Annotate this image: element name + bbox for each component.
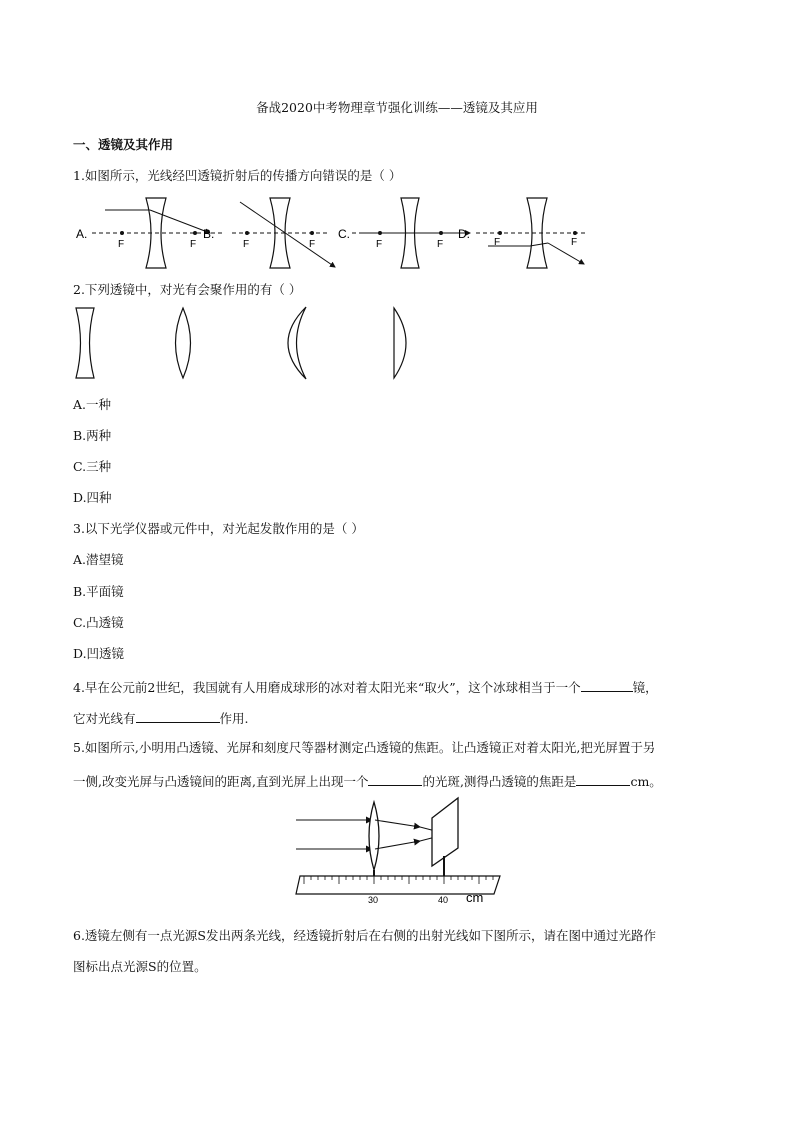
concave-lens	[527, 198, 547, 268]
focus-label: F	[437, 239, 444, 250]
q4-blank-1[interactable]	[581, 680, 633, 692]
q4-blank-2[interactable]	[136, 711, 220, 723]
focus-label: F	[494, 237, 501, 248]
q5-text-c: cm。	[630, 774, 662, 789]
option-a-diagram	[76, 198, 222, 268]
q4-text-d: 作用.	[219, 711, 249, 726]
convex-lens	[369, 802, 379, 870]
q3-option-b: B.平面镜	[73, 584, 124, 599]
q4-text-b: 镜，	[632, 680, 658, 695]
option-d-diagram	[476, 198, 588, 268]
ruler-label-40: 40	[438, 895, 449, 905]
option-c-label: C.	[338, 227, 350, 241]
concave-lens	[270, 198, 290, 268]
meniscus-lens	[288, 307, 306, 379]
question-2-text: 2.下列透镜中，对光有会聚作用的有（ ）	[73, 282, 302, 297]
q3-option-c: C.凸透镜	[73, 615, 124, 630]
option-a-label: A.	[76, 227, 88, 241]
question-3-text: 3.以下光学仪器或元件中，对光起发散作用的是（ ）	[73, 521, 364, 536]
question-4-line-2	[73, 711, 249, 726]
question-4-line-1	[73, 680, 658, 695]
q2-option-b: B.两种	[73, 428, 112, 443]
focus-label: F	[243, 239, 250, 250]
q5-text-a: 一侧,改变光屏与凸透镜间的距离,直到光屏上出现一个	[73, 774, 369, 789]
q2-option-c: C.三种	[73, 459, 112, 474]
section-heading: 一、透镜及其作用	[73, 137, 174, 152]
q3-option-a: A.潜望镜	[73, 552, 124, 567]
biconvex-lens	[176, 308, 191, 378]
q5-text-b: 的光斑,测得凸透镜的焦距是	[422, 774, 577, 789]
question-5-figure	[0, 798, 794, 913]
q4-text-a: 4.早在公元前2世纪，我国就有人用磨成球形的冰对着太阳光来“取火”，这个冰球相当于一个	[73, 680, 581, 695]
ruler-label-30: 30	[368, 895, 379, 905]
focus-label: F	[376, 239, 383, 250]
ruler-unit: cm	[466, 890, 484, 905]
q4-text-c: 它对光线有	[73, 711, 136, 726]
q2-option-d: D.四种	[73, 490, 112, 505]
question-5-line-1: 5.如图所示,小明用凸透镜、光屏和刻度尺等器材测定凸透镜的焦距。让凸透镜正对着太阳光,把光屏置于另	[73, 740, 656, 755]
question-1-figure	[0, 190, 794, 280]
focus-label: F	[118, 239, 125, 250]
biconcave-lens	[76, 308, 94, 378]
option-b-label: B.	[203, 227, 215, 241]
q5-blank-1[interactable]	[368, 774, 422, 786]
focus-label: F	[309, 239, 316, 250]
question-1-text: 1.如图所示，光线经凹透镜折射后的传播方向错误的是（ ）	[73, 168, 402, 183]
option-b-diagram	[232, 198, 350, 268]
focus-label: F	[571, 237, 578, 248]
option-c-diagram	[352, 198, 470, 268]
plano-convex-lens	[394, 308, 406, 378]
q3-option-d: D.凹透镜	[73, 646, 125, 661]
focus-label: F	[190, 239, 197, 250]
question-6-line-2: 图标出点光源S的位置。	[73, 959, 207, 974]
option-d-label: D.	[458, 227, 470, 241]
light-screen	[432, 798, 458, 866]
q2-option-a: A.一种	[73, 397, 112, 412]
page-title: 备战2020中考物理章节强化训练——透镜及其应用	[256, 100, 538, 115]
question-5-line-2	[73, 774, 662, 789]
question-2-lenses	[0, 305, 794, 385]
question-6-line-1: 6.透镜左侧有一点光源S发出两条光线，经透镜折射后在右侧的出射光线如下图所示，请在图中通过光路作	[73, 928, 656, 943]
q5-blank-2[interactable]	[576, 774, 630, 786]
